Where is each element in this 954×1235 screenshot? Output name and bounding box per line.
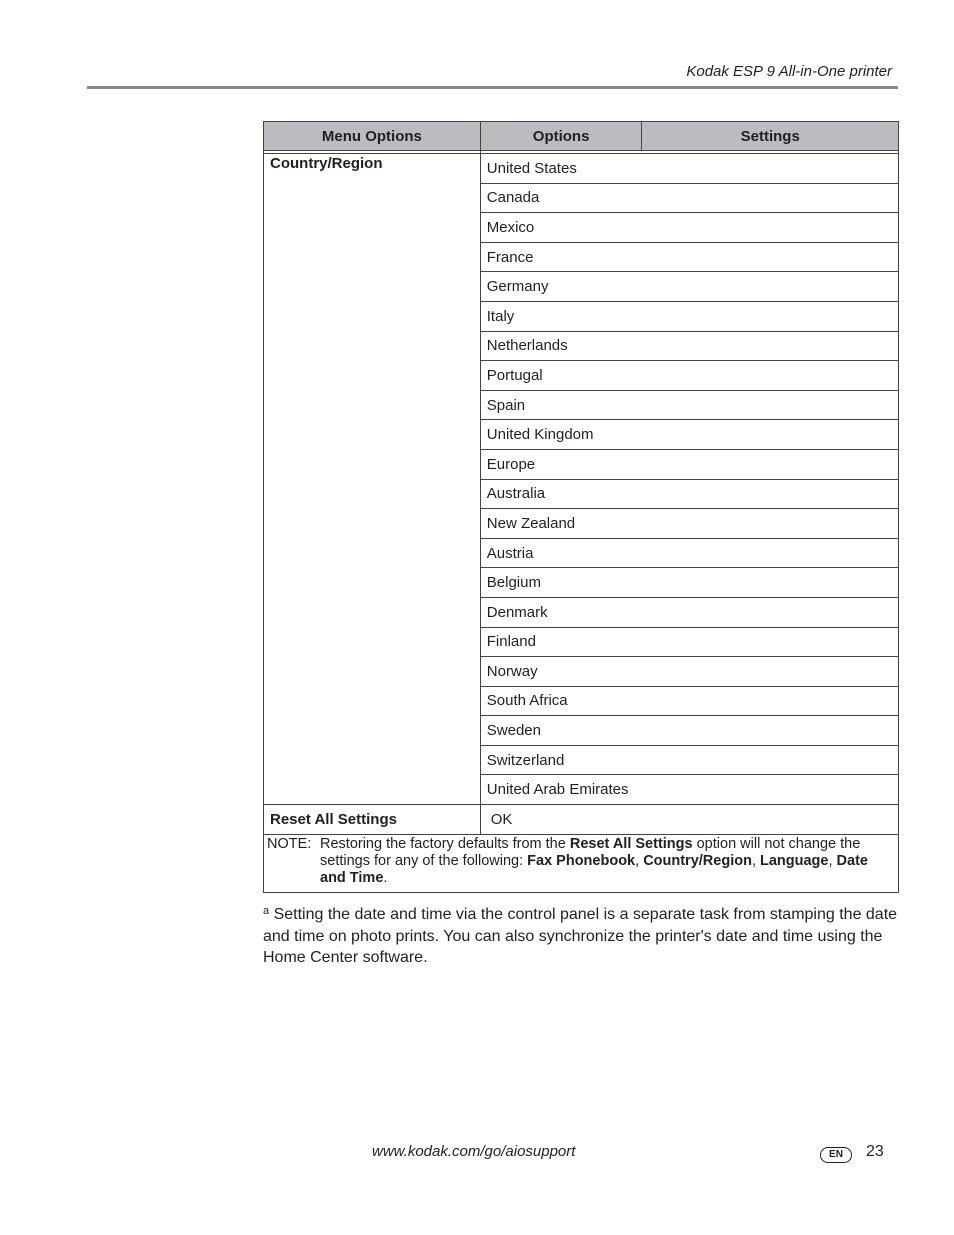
- country-option: Austria: [480, 538, 898, 568]
- country-option: Belgium: [480, 568, 898, 598]
- reset-all-settings-label: Reset All Settings: [264, 805, 481, 835]
- header-title: Kodak ESP 9 All-in-One printer: [686, 63, 892, 80]
- country-option: Germany: [480, 272, 898, 302]
- country-option: France: [480, 242, 898, 272]
- header-rule: [87, 86, 898, 89]
- table-row: [264, 805, 899, 835]
- language-badge: EN: [820, 1147, 852, 1163]
- table-row: [264, 154, 899, 184]
- reset-option: OK: [480, 805, 898, 835]
- note-text: Restoring the factory defaults from the Reset All Settings option will not change the settings for any of the following: Fax Phonebook, Country/Region, Language, Date and Time.: [320, 835, 868, 886]
- country-option: Switzerland: [480, 745, 898, 775]
- country-option: Australia: [480, 479, 898, 509]
- country-option: Denmark: [480, 597, 898, 627]
- col-settings: Settings: [642, 122, 899, 151]
- country-option: United Arab Emirates: [480, 775, 898, 805]
- footnote-marker: a: [263, 905, 270, 917]
- note-label: NOTE:: [267, 835, 312, 852]
- country-option: Mexico: [480, 213, 898, 243]
- note-cell: [264, 834, 899, 892]
- country-option: Finland: [480, 627, 898, 657]
- col-options: Options: [480, 122, 642, 151]
- table-header-row: [264, 122, 899, 151]
- country-option: South Africa: [480, 686, 898, 716]
- col-menu-options: Menu Options: [264, 122, 481, 151]
- page-number: 23: [866, 1143, 884, 1160]
- menu-options-table: [263, 121, 899, 893]
- footnote: [263, 901, 903, 969]
- country-region-label: Country/Region: [264, 154, 481, 805]
- country-option: Norway: [480, 657, 898, 687]
- country-option: United Kingdom: [480, 420, 898, 450]
- country-option: Italy: [480, 301, 898, 331]
- country-option: Sweden: [480, 716, 898, 746]
- country-option: Portugal: [480, 361, 898, 391]
- note-row: [264, 834, 899, 892]
- country-option: Canada: [480, 183, 898, 213]
- country-option: Spain: [480, 390, 898, 420]
- footnote-text: Setting the date and time via the control panel is a separate task from stamping the date and time on photo prints. You can also synchronize the printer's date and time using the Home Center software.: [263, 906, 898, 966]
- country-option: United States: [480, 154, 898, 184]
- country-option: Netherlands: [480, 331, 898, 361]
- country-option: New Zealand: [480, 509, 898, 539]
- footer-url: www.kodak.com/go/aiosupport: [372, 1143, 576, 1160]
- country-option: Europe: [480, 449, 898, 479]
